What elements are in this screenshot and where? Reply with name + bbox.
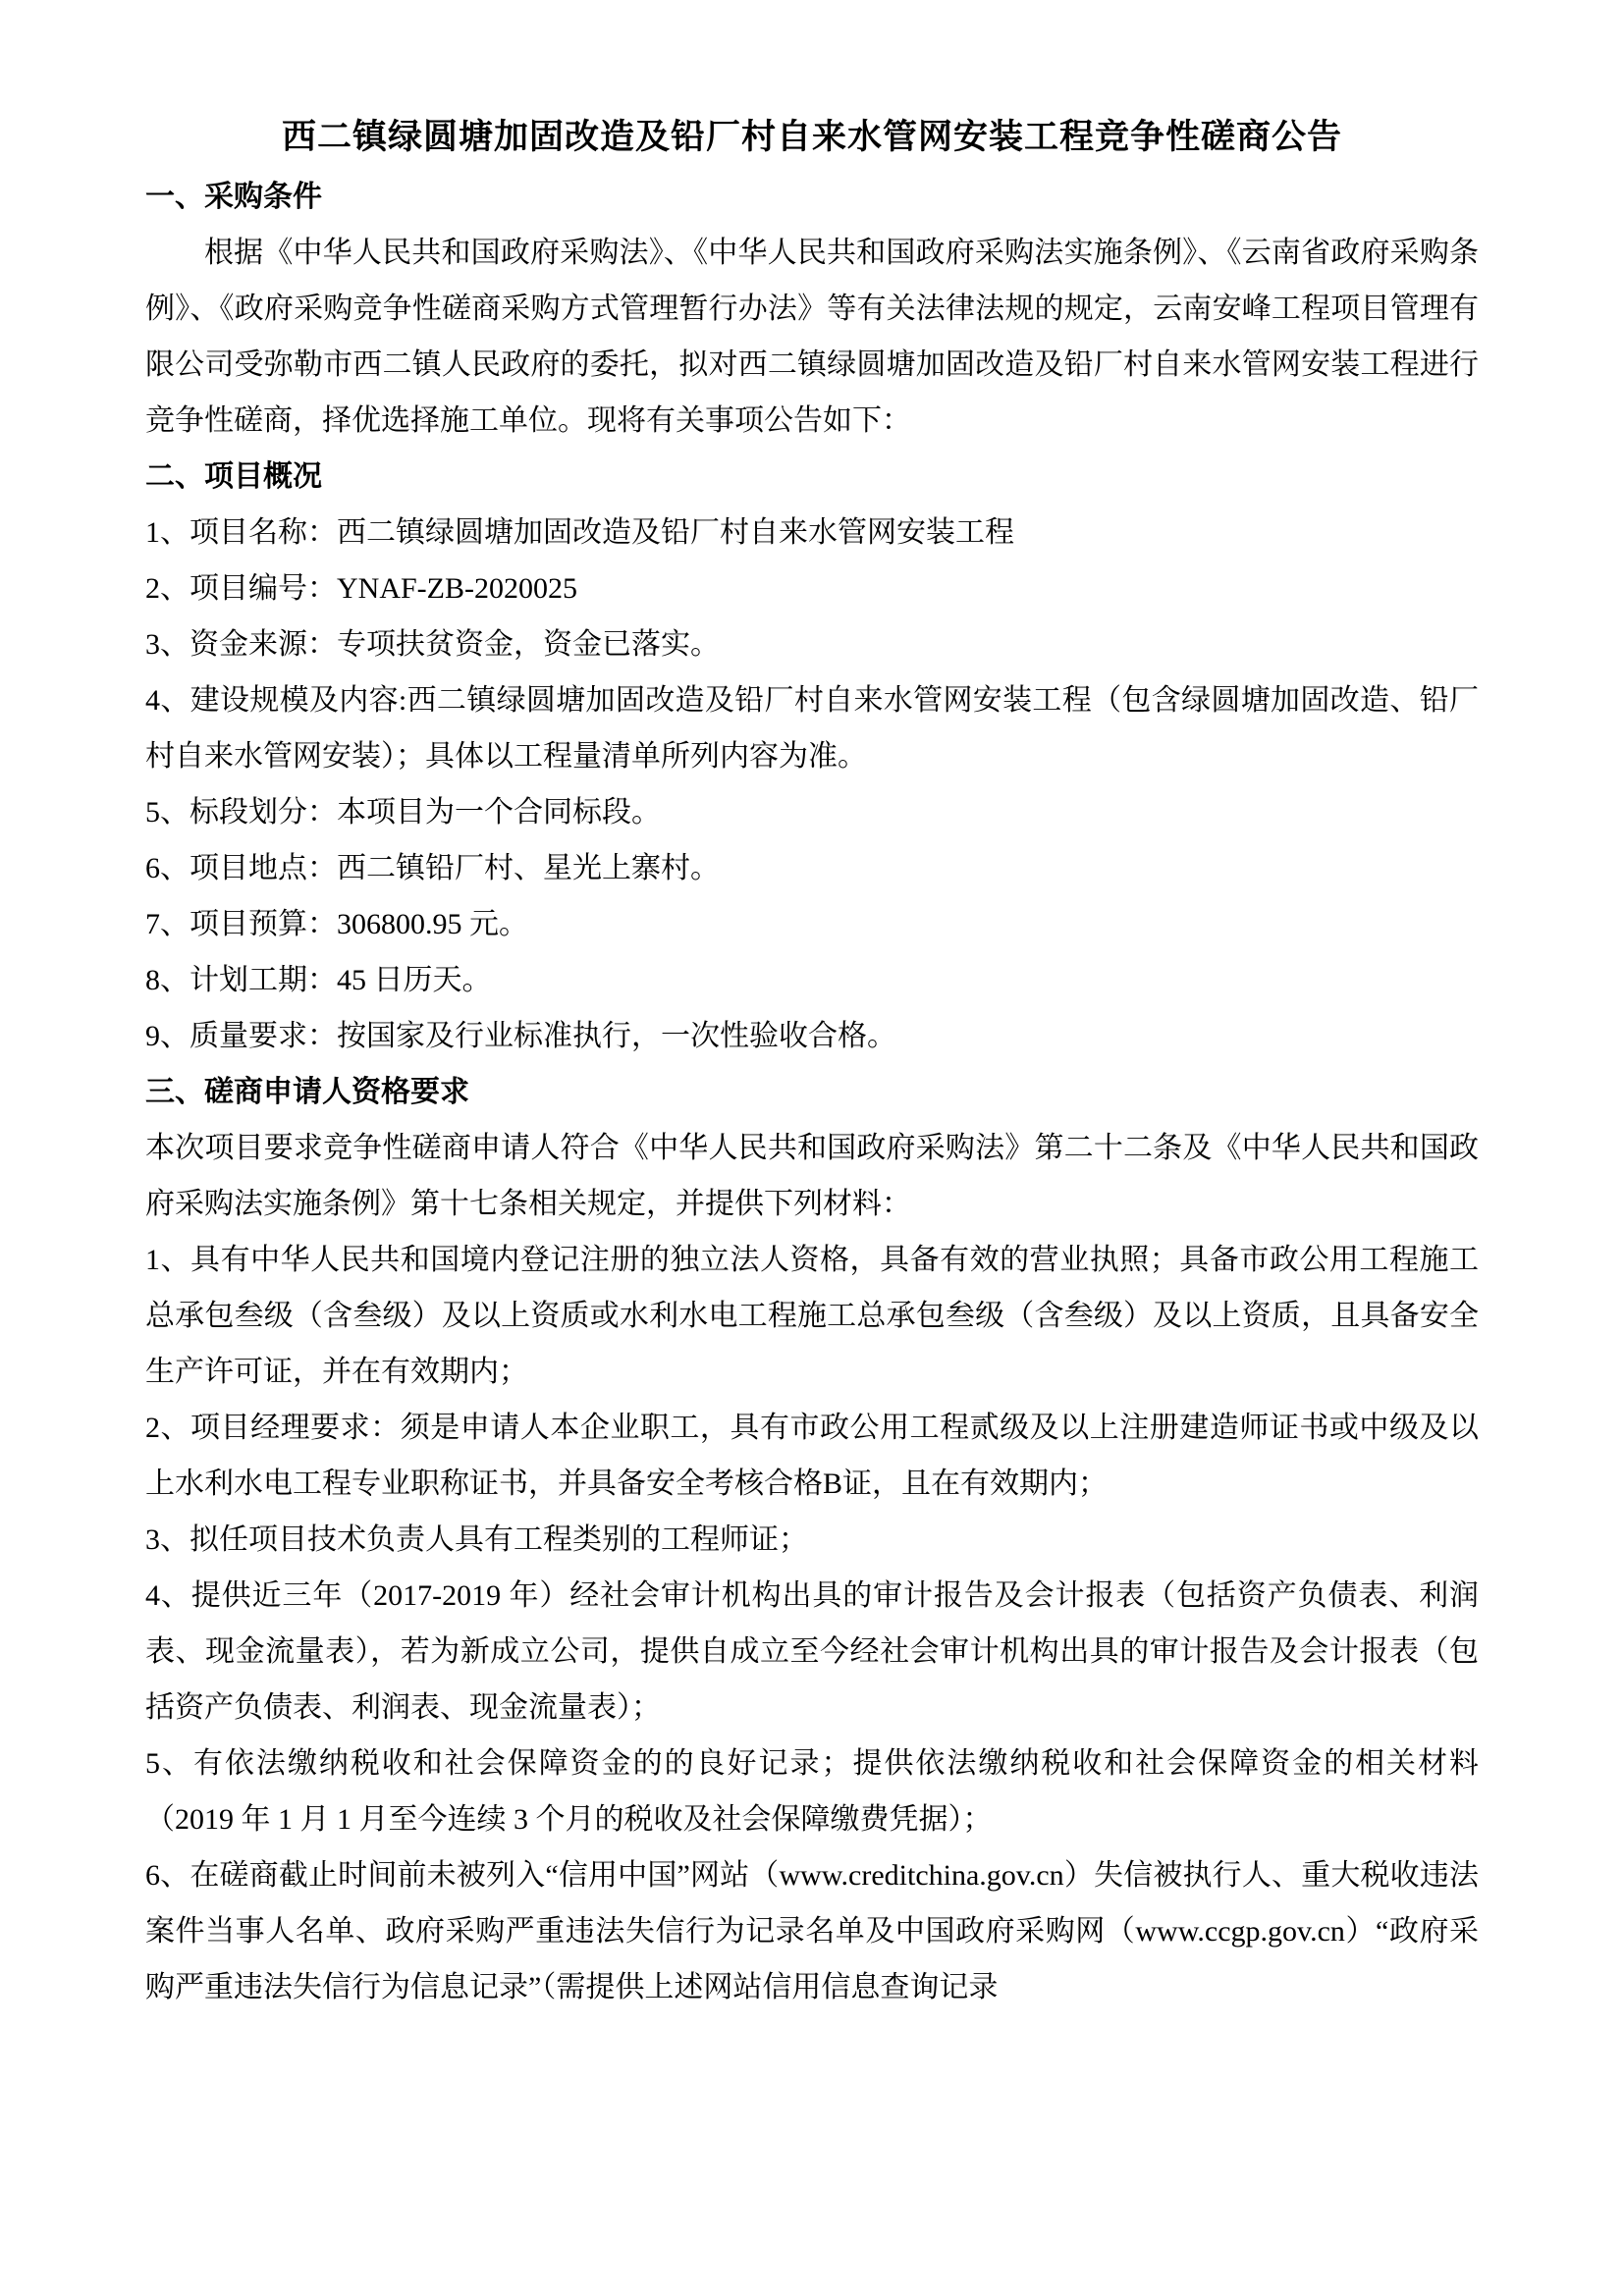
- construction-scope-item: 4、建设规模及内容:西二镇绿圆塘加固改造及铅厂村自来水管网安装工程（包含绿圆塘加固改造、铅厂村自来水管网安装）；具体以工程量清单所列内容为准。: [145, 684, 1479, 773]
- section1-heading: 一、采购条件: [145, 181, 322, 213]
- project-location-item: 6、项目地点：西二镇铅厂村、星光上寨村。: [145, 852, 720, 884]
- qualification-intro-paragraph: 本次项目要求竞争性磋商申请人符合《中华人民共和国政府采购法》第二十二条及《中华人民共和国政府采购法实施条例》第十七条相关规定，并提供下列材料：: [145, 1132, 1479, 1220]
- qualification-legal-entity-item: 1、具有中华人民共和国境内登记注册的独立法人资格，具备有效的营业执照；具备市政公用工程施工总承包叁级（含叁级）及以上资质或水利水电工程施工总承包叁级（含叁级）及以上资质，且具备安全生产许可证，并在有效期内；: [145, 1244, 1479, 1388]
- section2-heading: 二、项目概况: [145, 460, 322, 493]
- qualification-tax-social-security-item: 5、有依法缴纳税收和社会保障资金的的良好记录；提供依法缴纳税收和社会保障资金的相关材料（2019 年 1 月 1 月至今连续 3 个月的税收及社会保障缴费凭据）；: [145, 1747, 1479, 1836]
- document-title: 西二镇绿圆塘加固改造及铅厂村自来水管网安装工程竞争性磋商公告: [281, 118, 1342, 156]
- purchase-conditions-paragraph: 根据《中华人民共和国政府采购法》、《中华人民共和国政府采购法实施条例》、《云南省政府采购条例》、《政府采购竞争性磋商采购方式管理暂行办法》等有关法律法规的规定，云南安峰工程项目管理有限公司受弥勒市西二镇人民政府的委托，拟对西二镇绿圆塘加固改造及铅厂村自来水管网安装工程进行竞争性磋商，择优选择施工单位。现将有关事项公告如下：: [145, 237, 1479, 437]
- qualification-technical-director-item: 3、拟任项目技术负责人具有工程类别的工程师证；: [145, 1523, 808, 1556]
- qualification-project-manager-item: 2、项目经理要求：须是申请人本企业职工，具有市政公用工程贰级及以上注册建造师证书或中级及以上水利水电工程专业职称证书，并具备安全考核合格B证，且在有效期内；: [145, 1412, 1479, 1500]
- section3-heading: 三、磋商申请人资格要求: [145, 1076, 469, 1108]
- contract-section-item: 5、标段划分：本项目为一个合同标段。: [145, 796, 661, 828]
- planned-duration-item: 8、计划工期：45 日历天。: [145, 964, 492, 996]
- funding-source-item: 3、资金来源：专项扶贫资金，资金已落实。: [145, 628, 720, 661]
- qualification-audit-report-item: 4、提供近三年（2017-2019 年）经社会审计机构出具的审计报告及会计报表（包括资产负债表、利润表、现金流量表），若为新成立公司，提供自成立至今经社会审计机构出具的审计报告及会计报表（包括资产负债表、利润表、现金流量表）；: [145, 1579, 1479, 1724]
- project-name-item: 1、项目名称：西二镇绿圆塘加固改造及铅厂村自来水管网安装工程: [145, 516, 1014, 549]
- project-number-item: 2、项目编号：YNAF-ZB-2020025: [145, 572, 577, 605]
- quality-requirement-item: 9、质量要求：按国家及行业标准执行，一次性验收合格。: [145, 1020, 896, 1052]
- qualification-credit-record-item: 6、在磋商截止时间前未被列入“信用中国”网站（www.creditchina.gov.cn）失信被执行人、重大税收违法案件当事人名单、政府采购严重违法失信行为记录名单及中国政府采购网（www.ccgp.gov.cn）“政府采购严重违法失信行为信息记录”（需提供上述网站信用信息查询记录: [145, 1859, 1479, 2003]
- project-budget-item: 7、项目预算：306800.95 元。: [145, 908, 528, 940]
